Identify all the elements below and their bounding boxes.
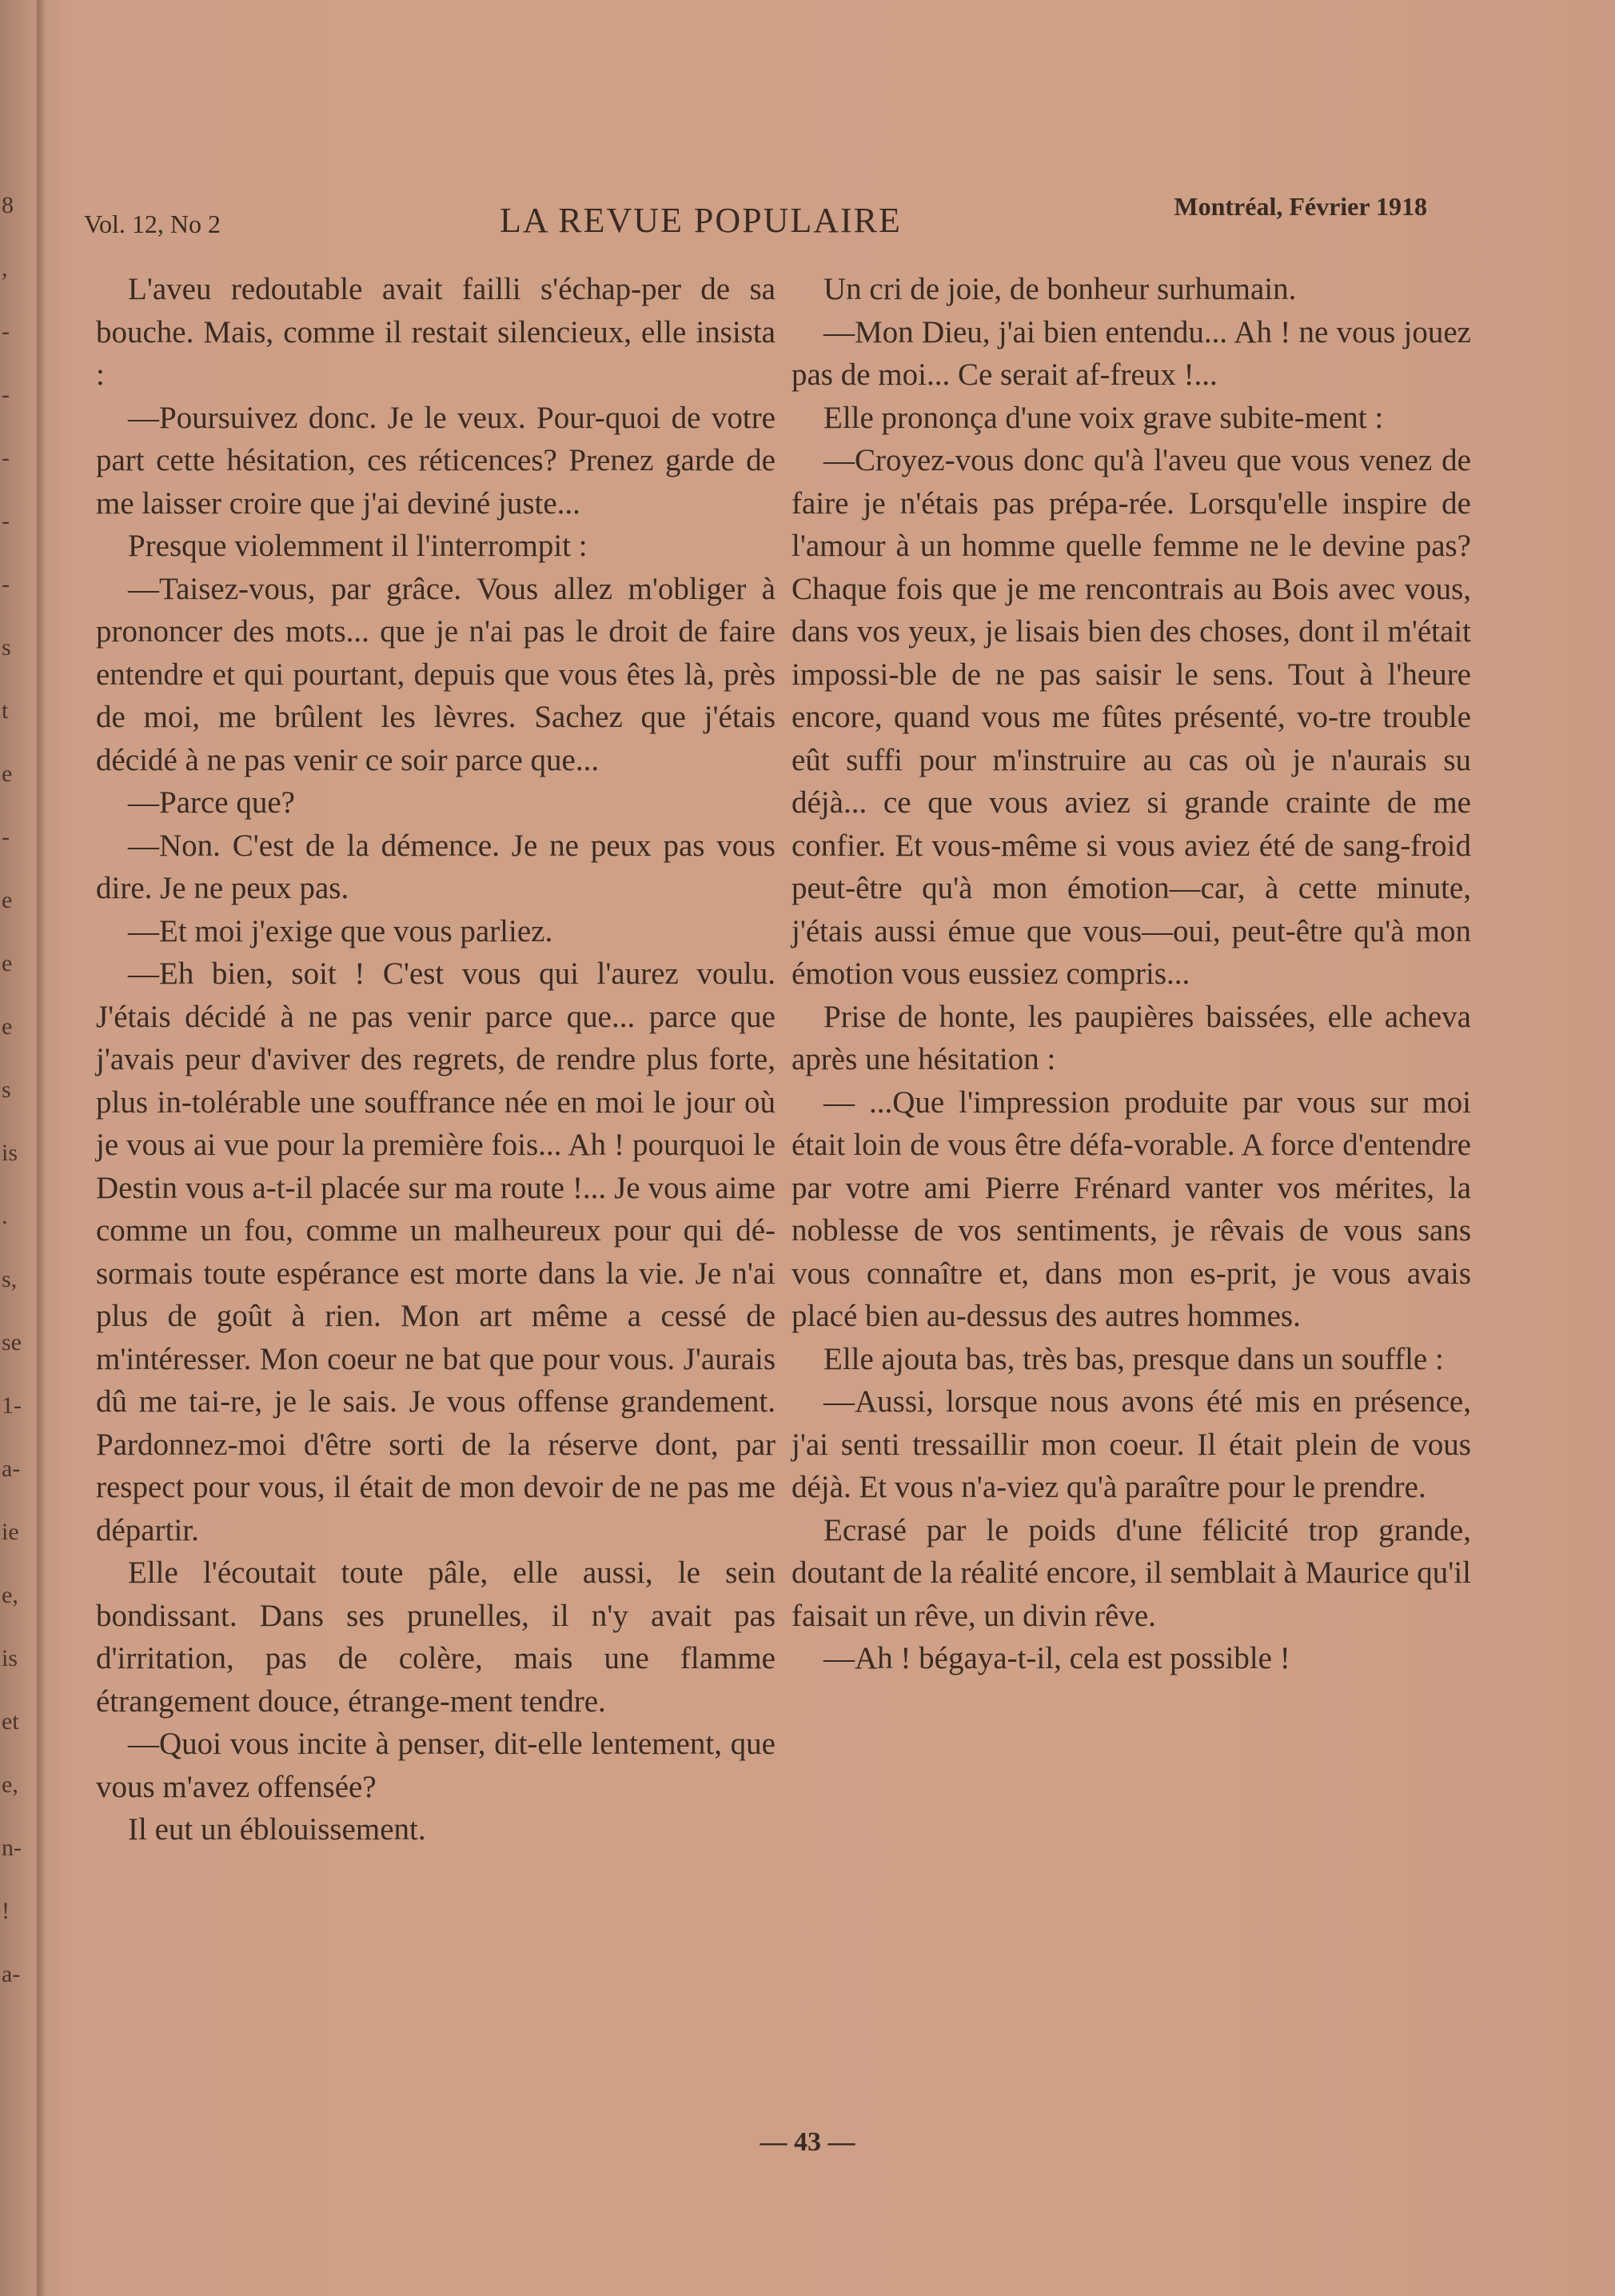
margin-fragment: is (2, 1140, 18, 1166)
margin-fragment: ! (2, 1898, 10, 1924)
margin-fragment: is (2, 1645, 18, 1671)
paragraph: —Poursuivez donc. Je le veux. Pour-quoi de votre part cette hésitation, ces réticences? Prenez garde de me laisser croire que j'ai deviné juste... (96, 400, 776, 521)
margin-fragment: s (2, 634, 11, 661)
paragraph: Presque violemment il l'interrompit : (128, 529, 588, 563)
margin-fragment: a- (2, 1961, 21, 1987)
paragraph: Il eut un éblouissement. (128, 1812, 426, 1847)
paragraph: —Parce que? (128, 785, 295, 820)
issue-date: Montréal, Février 1918 (1174, 192, 1427, 221)
paragraph: — ...Que l'impression produite par vous sur moi était loin de vous être défa-vorable. A force d'entendre par votre ami Pierre Frénard vanter vos mérites, la noblesse de vos sentiments, je rêvais de vous sans vous connaître et, dans mon es-prit, je vous avais placé bien au-dessus des autres hommes. (792, 1084, 1471, 1333)
margin-fragment: n- (2, 1835, 22, 1861)
margin-fragment: - (2, 571, 10, 597)
margin-fragment: e, (2, 1582, 18, 1608)
paragraph: —Et moi j'exige que vous parliez. (128, 913, 553, 948)
paragraph: —Non. C'est de la démence. Je ne peux pas vous dire. Je ne peux pas. (96, 828, 776, 905)
margin-fragment: s, (2, 1266, 18, 1292)
margin-fragment: e (2, 887, 13, 913)
page-number: — 43 — (760, 2127, 855, 2157)
margin-fragment: 1- (2, 1392, 22, 1419)
margin-fragment: - (2, 381, 10, 408)
binding-gutter (37, 0, 45, 2296)
paragraph: Prise de honte, les paupières baissées, elle acheva après une hésitation : (792, 999, 1471, 1076)
paragraph: —Taisez-vous, par grâce. Vous allez m'obliger à prononcer des mots... que je n'ai pas le droit de faire entendre et qui pourtant, depuis que vous êtes là, près de moi, me brûlent les lèvres. Sachez que j'étais décidé à ne pas venir ce soir parce que... (96, 571, 776, 777)
paragraph: —Eh bien, soit ! C'est vous qui l'aurez voulu. J'étais décidé à ne pas venir parce que... parce que j'avais peur d'aviver des regrets, de rendre plus forte, plus in-tolérable une souffrance née en moi le jour où je vous ai vue pour la première fois... Ah ! pourquoi le Destin vous a-t-il placée sur ma route !... Je vous aime comme un fou, comme un malheureux pour qui dé-sormais toute espérance est morte dans la vie. Je n'ai plus de goût à rien. Mon art même a cessé de m'intéresser. Mon coeur ne bat que pour vous. J'aurais dû me tai-re, je le sais. Je vous offense grandement. Pardonnez-moi d'être sorti de la réserve dont, par respect pour vous, il était de mon devoir de ne pas me départir. (96, 956, 776, 1547)
margin-fragment: ie (2, 1519, 19, 1545)
margin-fragment: , (2, 255, 8, 282)
paragraph: Elle prononça d'une voix grave subite-ment : (823, 400, 1384, 435)
left-margin-fragments (2, 192, 34, 2031)
paragraph: —Quoi vous incite à penser, dit-elle lentement, que vous m'avez offensée? (96, 1727, 776, 1804)
volume-number: Vol. 12, No 2 (84, 210, 221, 238)
right-column (792, 268, 1471, 1680)
margin-fragment: e (2, 950, 13, 976)
paragraph: —Mon Dieu, j'ai bien entendu... Ah ! ne vous jouez pas de moi... Ce serait af-freux !... (792, 314, 1471, 392)
paragraph: —Aussi, lorsque nous avons été mis en présence, j'ai senti tressaillir mon coeur. Il était plein de vous déjà. Et vous n'a-viez qu'à paraître pour le prendre. (792, 1384, 1471, 1504)
paragraph: Ecrasé par le poids d'une félicité trop grande, doutant de la réalité encore, il semblait à Maurice qu'il faisait un rêve, un divin rêve. (792, 1512, 1471, 1633)
margin-fragment: s (2, 1076, 11, 1103)
magazine-title: LA REVUE POPULAIRE (500, 201, 902, 240)
margin-fragment: e (2, 761, 13, 787)
margin-fragment: . (2, 1203, 8, 1229)
margin-fragment: a- (2, 1455, 21, 1482)
margin-fragment: t (2, 697, 9, 724)
paragraph: L'aveu redoutable avait failli s'échap-per de sa bouche. Mais, comme il restait silencieux, elle insista : (96, 272, 776, 392)
margin-fragment: se (2, 1329, 22, 1356)
margin-fragment: - (2, 318, 10, 345)
margin-fragment: e (2, 1013, 13, 1040)
margin-fragment: et (2, 1708, 19, 1735)
margin-fragment: 8 (2, 192, 14, 218)
running-header (84, 192, 1427, 248)
paragraph: Elle ajouta bas, très bas, presque dans un souffle : (823, 1341, 1444, 1376)
margin-fragment: - (2, 445, 10, 471)
margin-fragment: e, (2, 1771, 18, 1798)
margin-fragment: - (2, 508, 10, 534)
margin-fragment: - (2, 824, 10, 850)
left-column (96, 268, 776, 1851)
paragraph: Un cri de joie, de bonheur surhumain. (823, 272, 1297, 306)
paragraph: —Ah ! bégaya-t-il, cela est possible ! (823, 1641, 1290, 1675)
paragraph: —Croyez-vous donc qu'à l'aveu que vous venez de faire je n'étais pas prépa-rée. Lorsqu'elle inspire de l'amour à un homme quelle femme ne le devine pas? Chaque fois que je me rencontrais au Bois avec vous, dans vos yeux, je lisais bien des choses, dont il m'était impossi-ble de ne pas saisir le sens. Tout à l'heure encore, quand vous me fûtes présenté, vo-tre trouble eût suffi pour m'instruire au cas où je n'aurais su déjà... ce que vous aviez si grande crainte de me confier. Et vous-même si vous aviez été de sang-froid peut-être qu'à mon émotion—car, à cette minute, j'étais aussi émue que vous—oui, peut-être qu'à mon émotion vous eussiez compris... (792, 443, 1471, 991)
paragraph: Elle l'écoutait toute pâle, elle aussi, le sein bondissant. Dans ses prunelles, il n'y avait pas d'irritation, pas de colère, mais une flamme étrangement douce, étrange-ment tendre. (96, 1555, 776, 1719)
